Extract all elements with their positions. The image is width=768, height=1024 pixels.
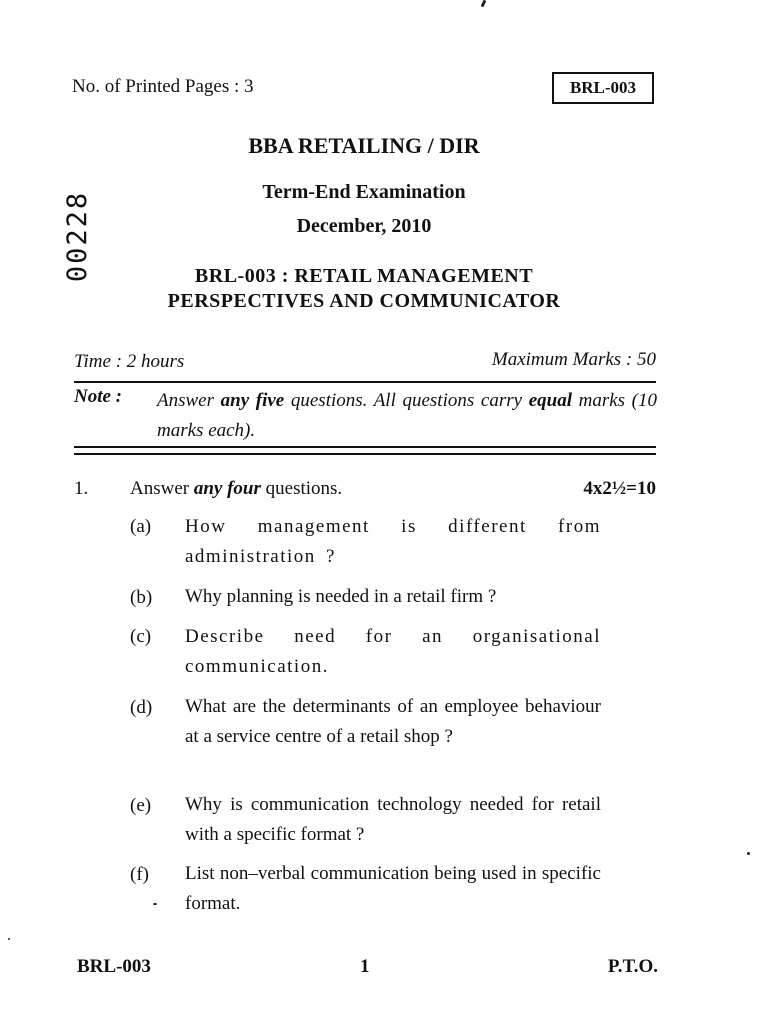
time-allowed: Time : 2 hours: [74, 351, 185, 372]
scan-speck: [747, 852, 750, 855]
pto-marker: P.T.O.: [607, 956, 658, 977]
subquestion-text: What are the determinants of an employee behaviour at a service centre of a retail shop ?: [185, 696, 601, 747]
course-title-line-2: PERSPECTIVES AND COMMUNICATOR: [167, 290, 561, 312]
scan-speck: [153, 903, 157, 905]
footer-paper-code: BRL-003: [77, 956, 151, 977]
note-text-part: Answer: [157, 390, 221, 411]
exam-date: December, 2010: [296, 215, 432, 237]
double-divider-rule: [74, 446, 656, 455]
exam-title: Term-End Examination: [262, 181, 466, 203]
question-text-part: questions.: [260, 478, 343, 499]
subquestion-text: Why is communication technology needed for retail with a specific format ?: [185, 794, 601, 845]
note-label: Note :: [74, 386, 123, 407]
serial-number-text: 00228: [62, 190, 94, 282]
course-title-line-1: BRL-003 : RETAIL MANAGEMENT: [194, 265, 534, 287]
paper-code-box: BRL-003: [552, 72, 654, 104]
subquestion-text: List non–verbal communication being used in specific format.: [185, 863, 601, 914]
printed-pages-count: No. of Printed Pages : 3: [72, 76, 254, 97]
divider-rule: [74, 381, 656, 383]
subquestion-text: Why planning is needed in a retail firm ?: [185, 586, 497, 607]
subquestion-label: (e): [130, 795, 152, 816]
note-text-part: marks (10 marks each).: [157, 390, 657, 441]
subquestion-label: (b): [130, 587, 153, 608]
question-emphasis: any four: [193, 478, 261, 499]
note-emphasis: any five: [220, 390, 285, 411]
note-text-part: questions. All questions carry: [284, 390, 529, 411]
scan-speck: [8, 938, 10, 940]
subquestion-label: (c): [130, 626, 152, 647]
program-title: BBA RETAILING / DIR: [248, 133, 480, 158]
question-instruction: [130, 478, 342, 500]
scan-mark: [481, 0, 487, 7]
note-text: [157, 386, 657, 446]
note-emphasis: equal: [528, 390, 572, 411]
maximum-marks: Maximum Marks : 50: [491, 349, 656, 370]
question-text-part: Answer: [130, 478, 194, 499]
question-marks: 4x2½=10: [583, 478, 656, 499]
question-number: 1.: [74, 478, 89, 499]
subquestion-label: (f): [130, 864, 149, 885]
page-number: 1: [360, 956, 370, 977]
subquestion-label: (a): [130, 516, 152, 537]
subquestion-label: (d): [130, 697, 153, 718]
subquestion-text: Describe need for an organisational communication.: [185, 626, 601, 677]
subquestion-text: How management is different from administration ?: [185, 516, 601, 567]
